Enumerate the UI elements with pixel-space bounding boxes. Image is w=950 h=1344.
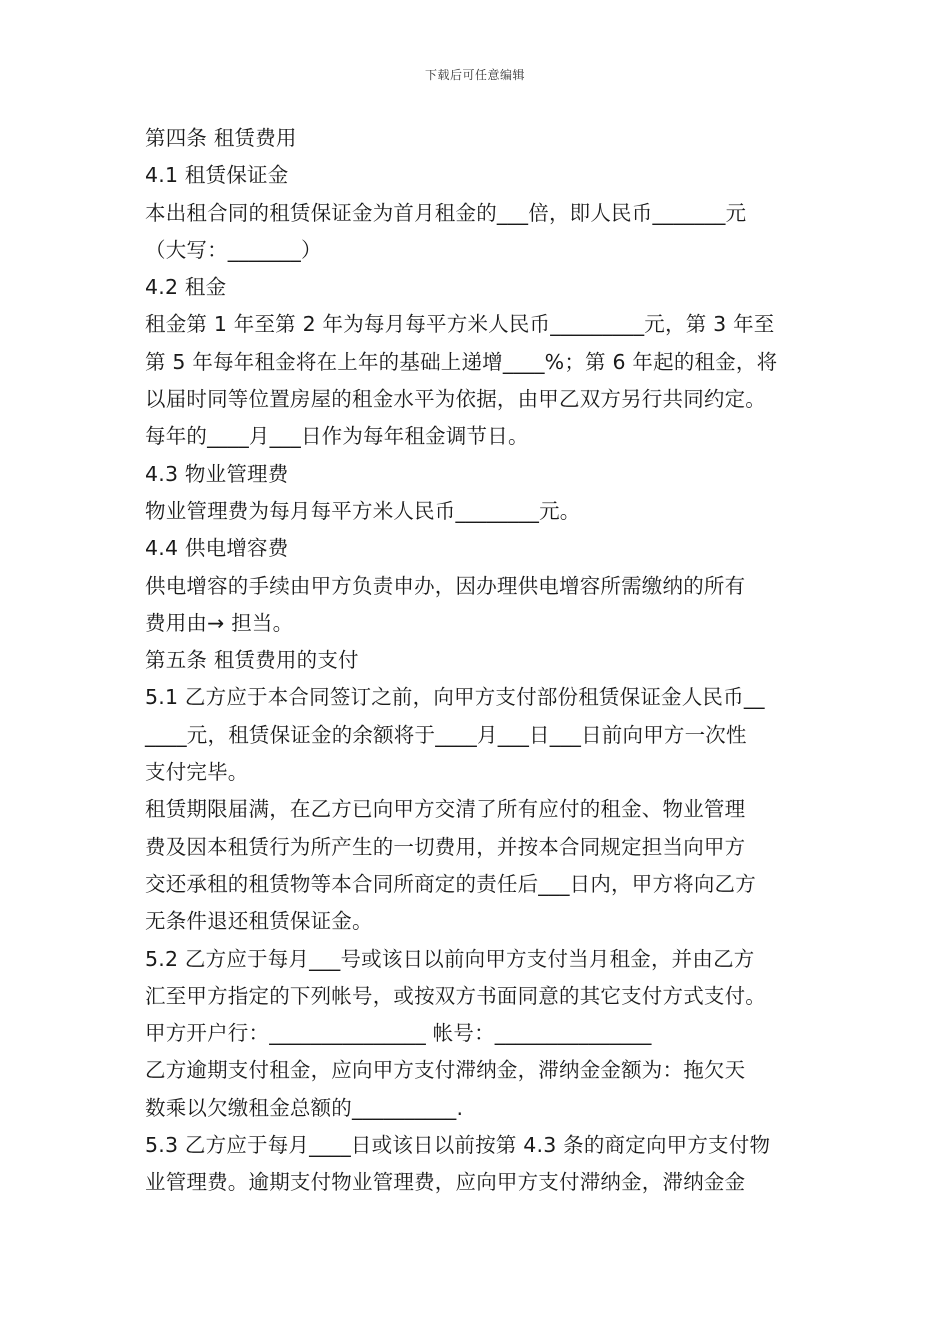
paragraph-line: 业管理费。逾期支付物业管理费，应向甲方支付滞纳金，滞纳金金 bbox=[145, 1170, 746, 1195]
paragraph-line: 5.2 乙方应于每月___号或该日以前向甲方支付当月租金，并由乙方 bbox=[145, 946, 755, 971]
paragraph-line: 乙方逾期支付租金，应向甲方支付滞纳金，滞纳金金额为：拖欠天 bbox=[145, 1058, 746, 1083]
paragraph-line: 支付完毕。 bbox=[145, 760, 249, 785]
article-4-heading: 第四条 租赁费用 bbox=[145, 126, 297, 150]
paragraph-line: 以届时同等位置房屋的租金水平为依据，由甲乙双方另行共同约定。 bbox=[145, 387, 766, 412]
paragraph-line: 费用由→ 担当。 bbox=[145, 610, 294, 635]
paragraph-line: 交还承租的租赁物等本合同所商定的责任后___日内，甲方将向乙方 bbox=[145, 871, 756, 896]
paragraph-line: ____元，租赁保证金的余额将于____月___日___日前向甲方一次性 bbox=[145, 722, 747, 747]
paragraph-line: 本出租合同的租赁保证金为首月租金的___倍，即人民币_______元 bbox=[145, 200, 747, 225]
paragraph-line: 租金第 1 年至第 2 年为每月每平方米人民币_________元，第 3 年至 bbox=[145, 312, 775, 337]
paragraph-line: 第 5 年每年租金将在上年的基础上递增____%；第 6 年起的租金，将 bbox=[145, 349, 778, 374]
section-4-1-heading: 4.1 租赁保证金 bbox=[145, 163, 289, 188]
page-header-note: 下载后可任意编辑 bbox=[424, 68, 525, 82]
paragraph-line: 5.3 乙方应于每月____日或该日以前按第 4.3 条的商定向甲方支付物 bbox=[145, 1133, 771, 1158]
paragraph-line: 租赁期限届满，在乙方已向甲方交清了所有应付的租金、物业管理 bbox=[145, 797, 746, 822]
paragraph-line: 数乘以欠缴租金总额的__________. bbox=[145, 1095, 464, 1120]
section-4-2-heading: 4.2 租金 bbox=[145, 275, 227, 300]
paragraph-line: 无条件退还租赁保证金。 bbox=[145, 909, 373, 934]
paragraph-line: 每年的____月___日作为每年租金调节日。 bbox=[145, 424, 529, 449]
paragraph-line: 供电增容的手续由甲方负责申办，因办理供电增容所需缴纳的所有 bbox=[145, 573, 746, 598]
bank-account-line: 甲方开户行：_______________ 帐号：_______________ bbox=[145, 1021, 652, 1046]
section-4-4-heading: 4.4 供电增容费 bbox=[145, 536, 289, 561]
paragraph-line: 汇至甲方指定的下列帐号，或按双方书面同意的其它支付方式支付。 bbox=[145, 983, 766, 1008]
document-body bbox=[145, 120, 815, 1202]
paragraph-line: 费及因本租赁行为所产生的一切费用，并按本合同规定担当向甲方 bbox=[145, 834, 746, 859]
paragraph-line: 物业管理费为每月每平方米人民币________元。 bbox=[145, 498, 581, 523]
section-4-3-heading: 4.3 物业管理费 bbox=[145, 461, 289, 486]
article-5-heading: 第五条 租赁费用的支付 bbox=[145, 648, 359, 673]
paragraph-line: （大写：_______） bbox=[145, 237, 322, 262]
paragraph-line: 5.1 乙方应于本合同签订之前，向甲方支付部份租赁保证金人民币__ bbox=[145, 685, 765, 710]
